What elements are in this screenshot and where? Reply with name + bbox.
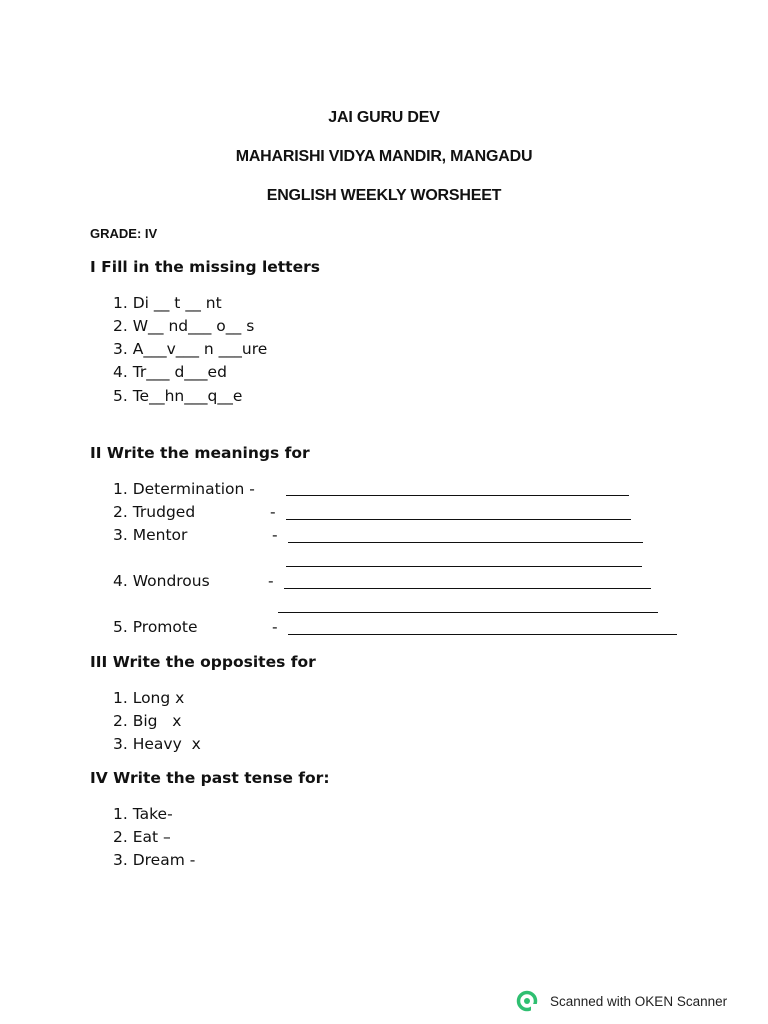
section-3-title: III Write the opposites for (90, 653, 316, 671)
dash: - (272, 618, 278, 636)
dash: - (268, 572, 274, 590)
answer-line (284, 588, 651, 589)
answer-line (286, 519, 631, 520)
section-2-item: 2. Trudged (113, 503, 196, 521)
section-2-title: II Write the meanings for (90, 444, 310, 462)
section-1-item: 2. W__ nd___ o__ s (113, 317, 255, 335)
answer-line (288, 634, 677, 635)
section-4-item: 1. Take- (113, 805, 173, 823)
oken-scanner-logo-icon (516, 990, 538, 1012)
dash: - (272, 526, 278, 544)
answer-line (288, 542, 643, 543)
school-name: MAHARISHI VIDYA MANDIR, MANGADU (235, 148, 533, 165)
section-3-item: 3. Heavy x (113, 735, 201, 753)
section-2-item: 5. Promote (113, 618, 198, 636)
scanner-watermark-text: Scanned with OKEN Scanner (550, 993, 728, 1009)
answer-line (286, 495, 629, 496)
section-4-item: 2. Eat – (113, 828, 171, 846)
section-1-item: 1. Di __ t __ nt (113, 294, 222, 312)
answer-line (286, 566, 642, 567)
section-3-item: 1. Long x (113, 689, 185, 707)
school-motto: JAI GURU DEV (328, 109, 440, 126)
dash: - (270, 503, 276, 521)
section-2-item: 4. Wondrous (113, 572, 210, 590)
section-2-item: 1. Determination - (113, 480, 255, 498)
section-3-item: 2. Big x (113, 712, 182, 730)
section-4-title: IV Write the past tense for: (90, 769, 330, 787)
worksheet-title: ENGLISH WEEKLY WORSHEET (266, 187, 502, 204)
section-1-item: 4. Tr___ d___ed (113, 363, 227, 381)
section-4-item: 3. Dream - (113, 851, 196, 869)
section-1-item: 5. Te__hn___q__e (113, 387, 243, 405)
section-1-item: 3. A___v___ n ___ure (113, 340, 268, 358)
section-2-item: 3. Mentor (113, 526, 188, 544)
grade-label: GRADE: IV (90, 226, 158, 241)
section-1-title: I Fill in the missing letters (90, 258, 320, 276)
answer-line (278, 612, 658, 613)
scanner-watermark (516, 990, 727, 1012)
